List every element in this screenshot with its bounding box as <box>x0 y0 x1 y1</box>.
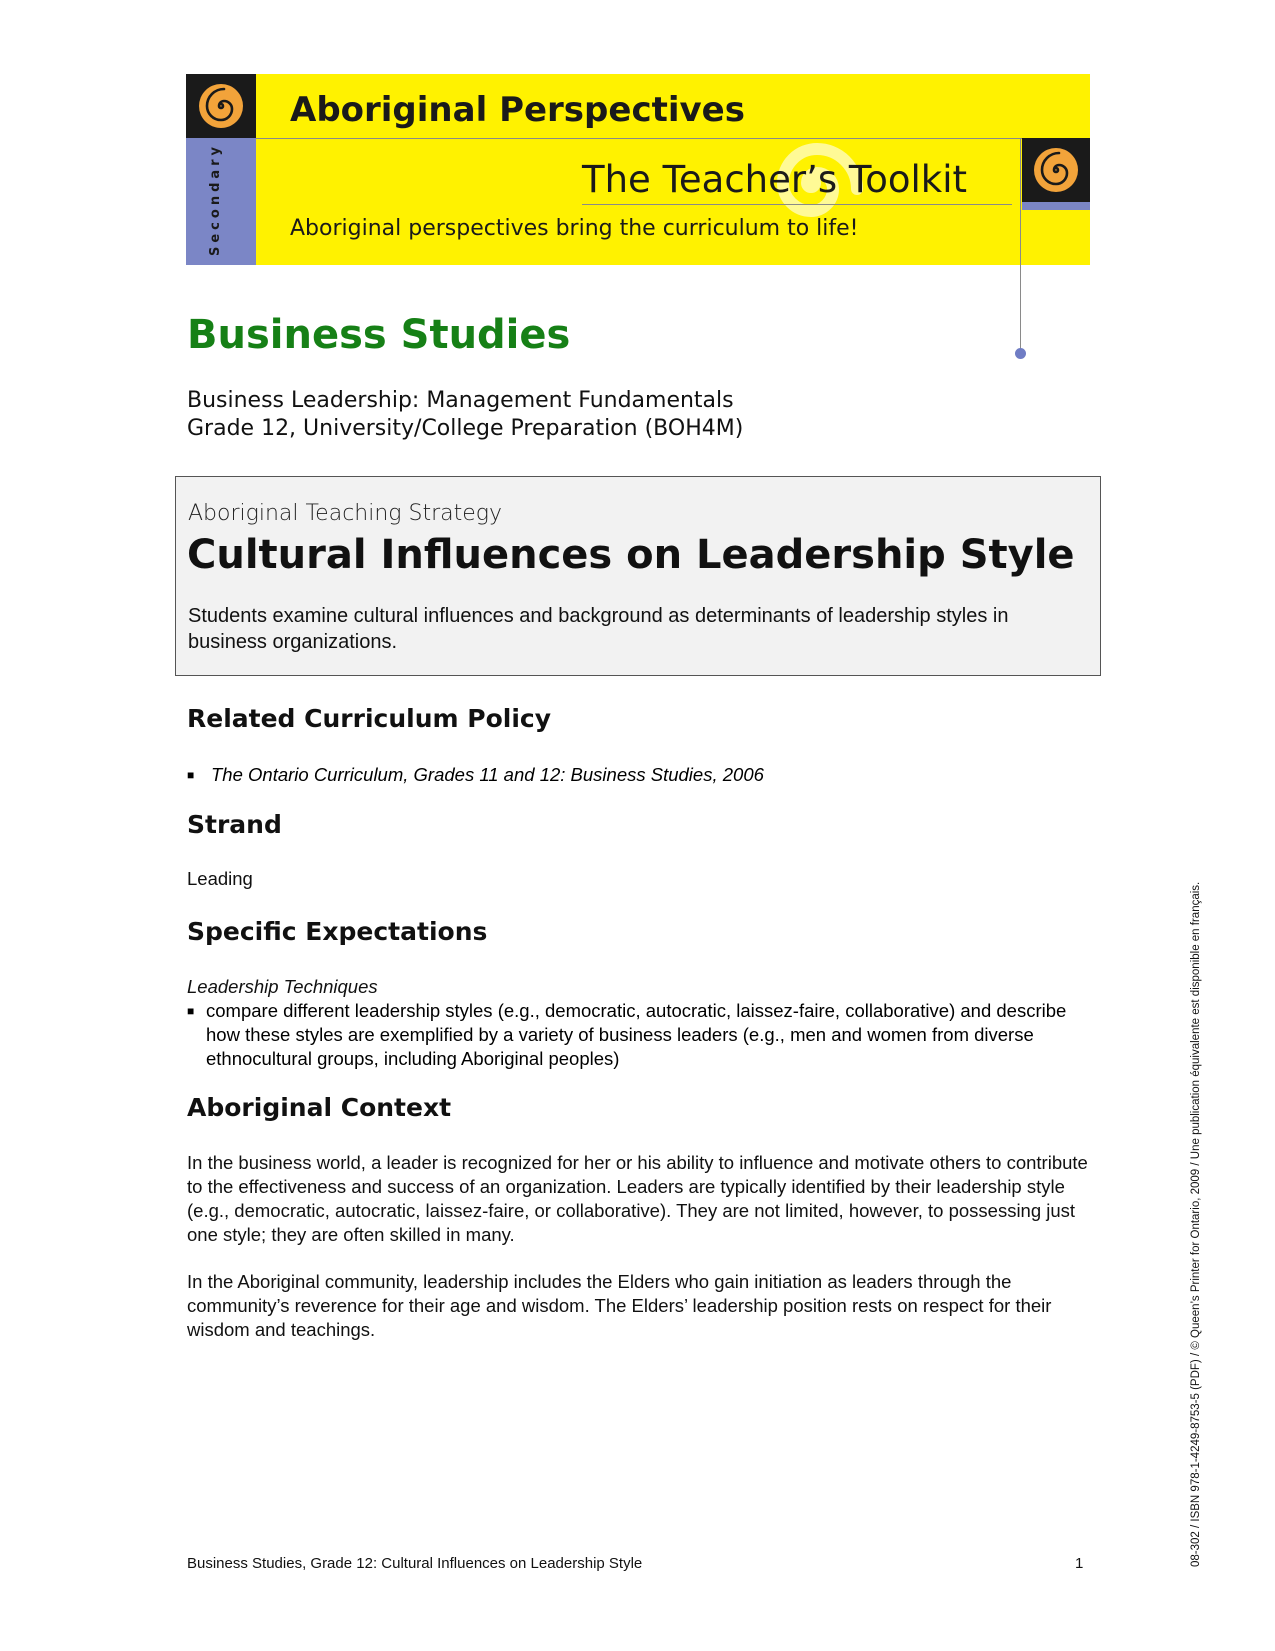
context-paragraph: In the business world, a leader is recognized for her or his ability to influence and motivate others to contribute to the effectiveness and success of an organization. Leaders are typically identified by their leadership style (e.g., democratic, autocratic, laissez-faire, or collaborative). They are not limited, however, to possessing just one style; they are often skilled in many. <box>187 1152 1088 1245</box>
banner-right-strip <box>1022 202 1090 210</box>
policy-heading: Related Curriculum Policy <box>187 704 552 733</box>
course-name: Business Leadership: Management Fundamentals <box>187 388 734 413</box>
spiral-logo-icon <box>1022 138 1090 202</box>
banner-tagline: Aboriginal perspectives bring the curriculum to life! <box>290 216 859 241</box>
context-paragraph: In the Aboriginal community, leadership includes the Elders who gain initiation as leaders through the community’s reverence for their age and wisdom. The Elders’ leadership position rests on respect for their wisdom and teachings. <box>187 1271 1052 1340</box>
strategy-description: Students examine cultural influences and background as determinants of leadership styles in business organizations. <box>188 605 1009 653</box>
bullet-icon: ■ <box>187 1004 195 1018</box>
header-banner <box>186 74 1090 265</box>
spiral-logo-icon <box>186 74 256 138</box>
strategy-label: Aboriginal Teaching Strategy <box>188 501 502 526</box>
expectations-heading: Specific Expectations <box>187 917 488 946</box>
banner-divider <box>256 138 1090 139</box>
footer-title: Business Studies, Grade 12: Cultural Influences on Leadership Style <box>187 1555 643 1572</box>
banner-subtitle: The Teacher’s Toolkit <box>582 158 967 201</box>
strand-heading: Strand <box>187 810 282 839</box>
page-number: 1 <box>1075 1555 1084 1572</box>
banner-title: Aboriginal Perspectives <box>290 90 745 130</box>
expectation-item: compare different leadership styles (e.g., democratic, autocratic, laissez-faire, collaborative) and describe how these styles are exemplified by a variety of business leaders (e.g., men and women from diverse ethnocultural groups, including Aboriginal peoples) <box>206 1000 1067 1069</box>
course-grade: Grade 12, University/College Preparation (BOH4M) <box>187 416 744 441</box>
strand-text: Leading <box>187 868 253 889</box>
strategy-title: Cultural Influences on Leadership Style <box>187 532 1075 578</box>
publication-note: 08-302 / ISBN 978-1-4249-8753-5 (PDF) / © Queen’s Printer for Ontario, 2009 / Une publication équivalente est disponible en français. <box>1190 881 1202 1567</box>
policy-item: The Ontario Curriculum, Grades 11 and 12: Business Studies, 2006 <box>211 764 764 785</box>
expectations-subheading: Leadership Techniques <box>187 976 378 997</box>
context-heading: Aboriginal Context <box>187 1093 452 1122</box>
strategy-box <box>175 476 1101 676</box>
secondary-label: Secondary <box>208 142 223 256</box>
bullet-icon: ■ <box>187 768 195 782</box>
page-title: Business Studies <box>187 312 571 358</box>
subtitle-underline <box>582 204 1012 205</box>
banner-dot <box>1015 348 1026 359</box>
banner-vertical-line <box>1020 138 1021 353</box>
